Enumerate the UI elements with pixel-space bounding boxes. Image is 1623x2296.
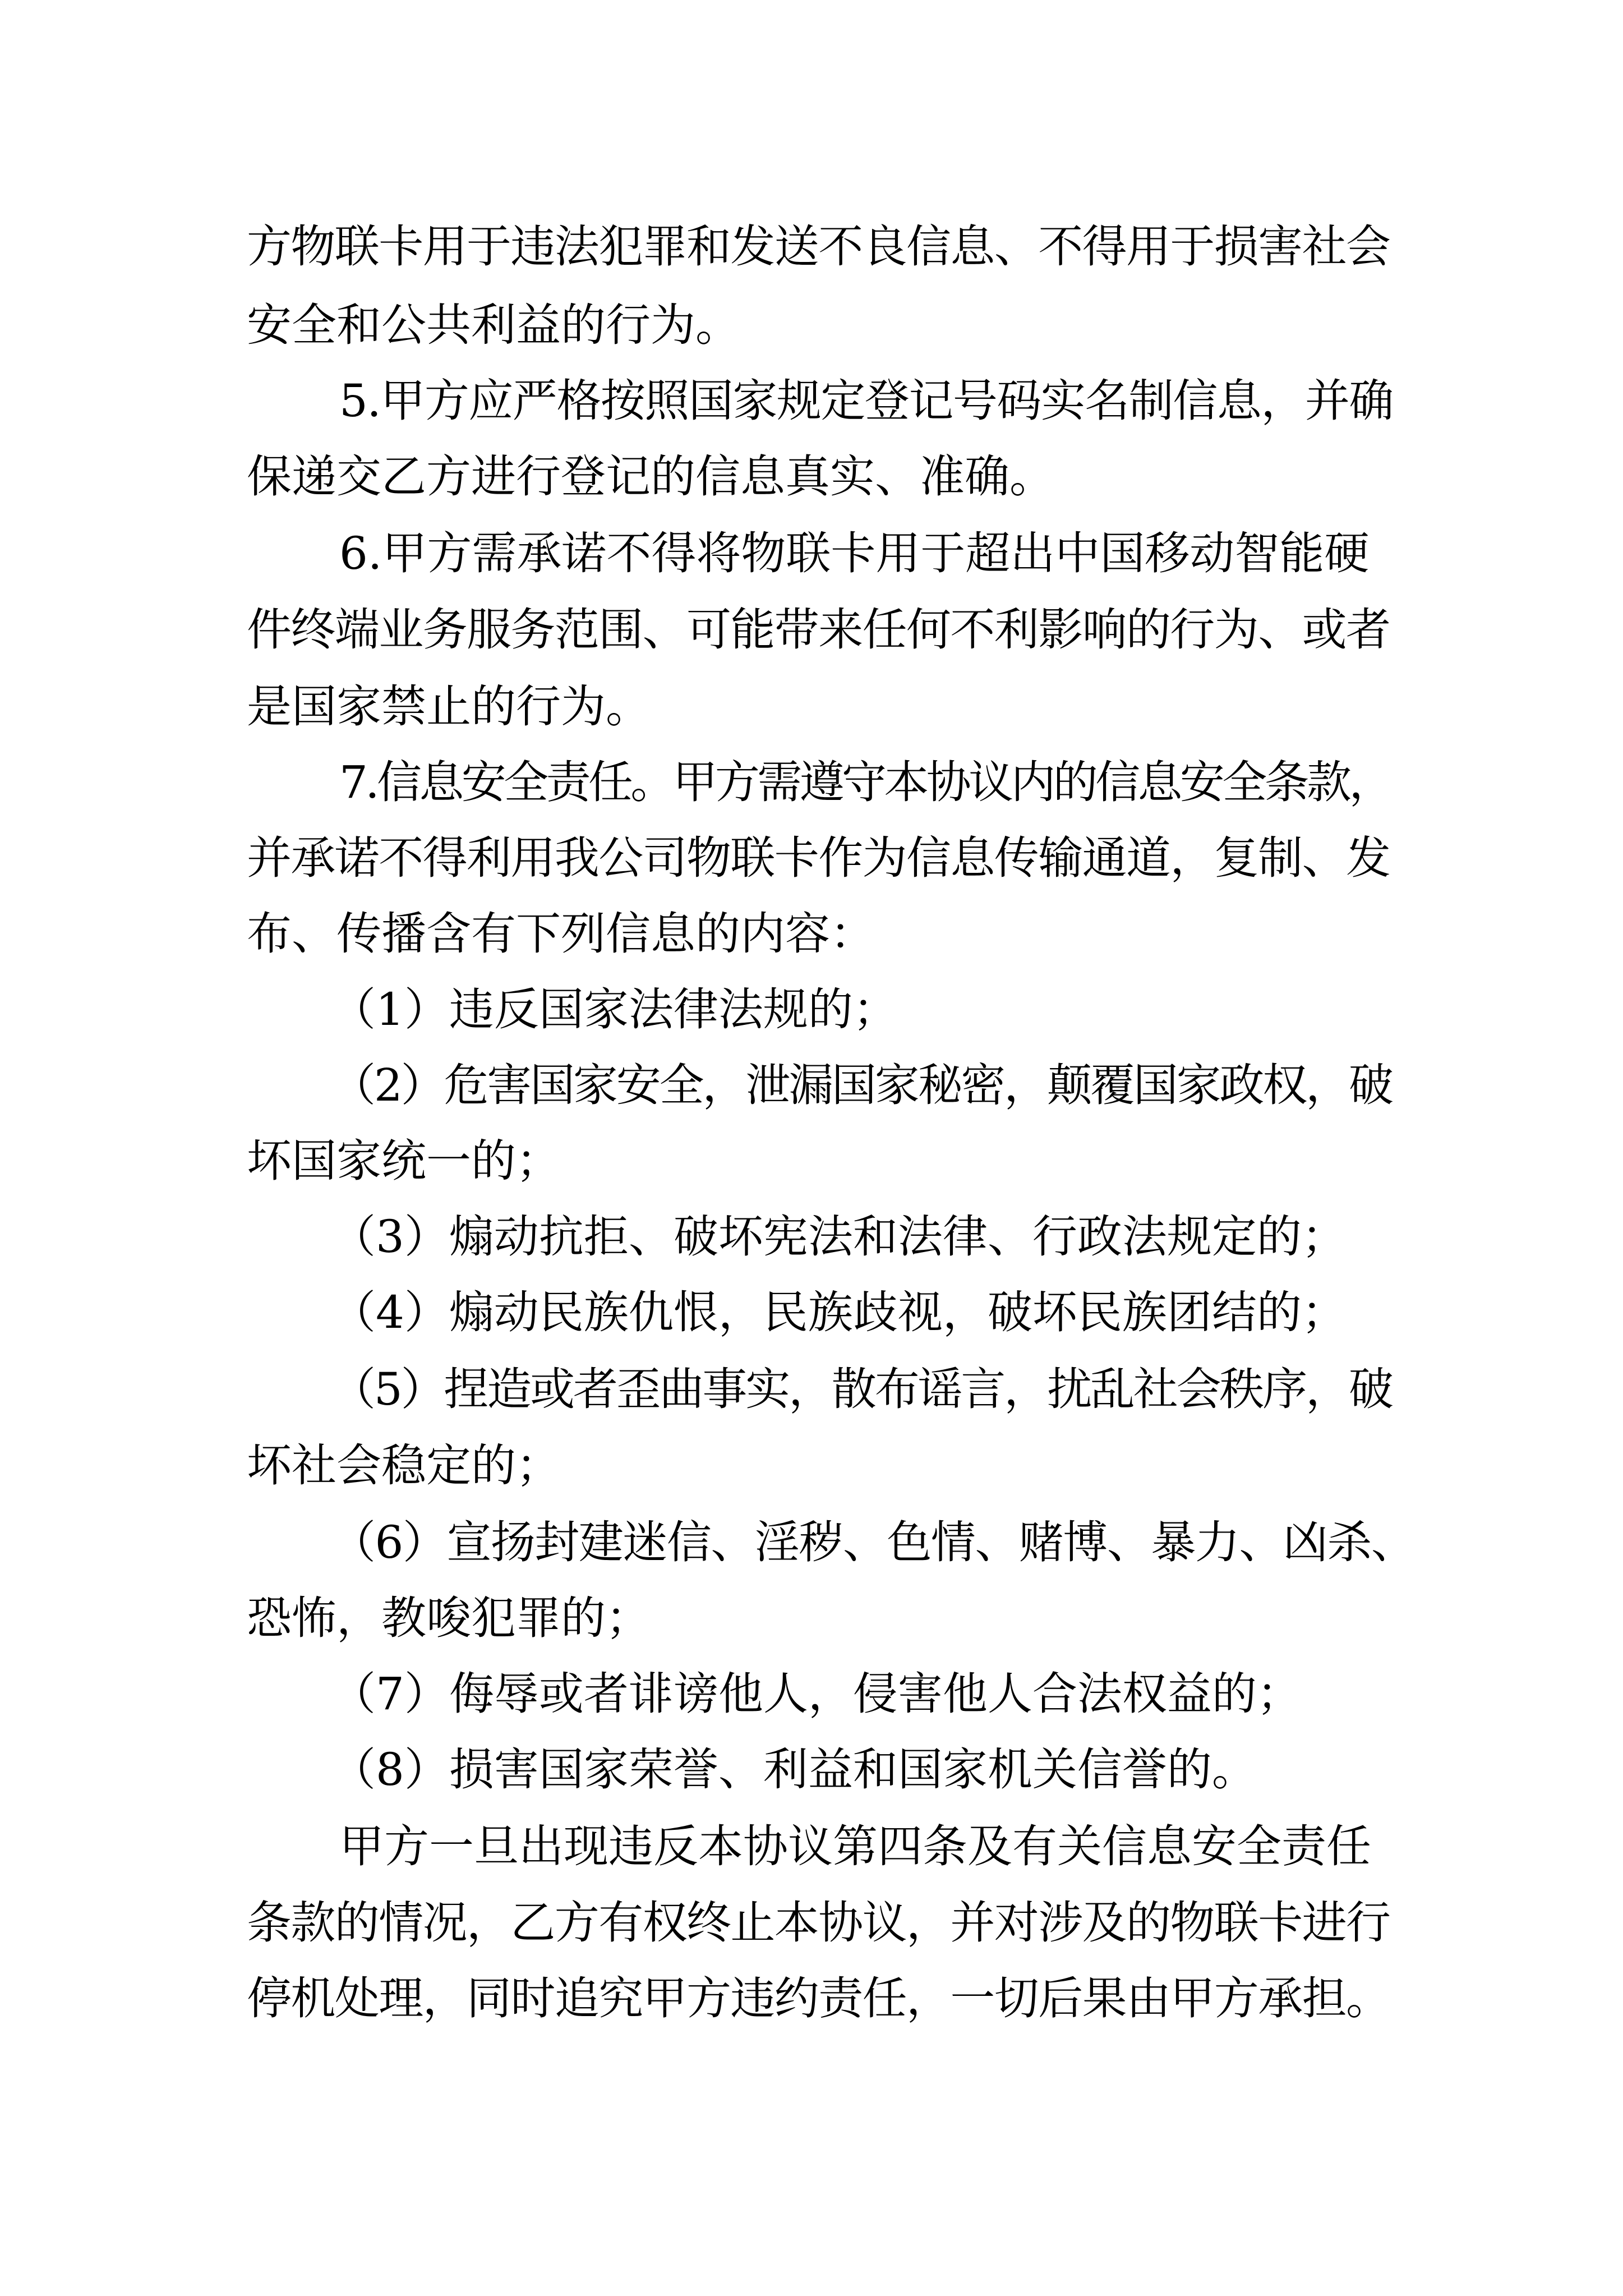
text-line: 5.甲方应严格按照国家规定登记号码实名制信息，并确 — [339, 375, 1393, 427]
text-line: （8）损害国家荣誉、利益和国家机关信誉的。 — [331, 1743, 1257, 1796]
text-line: 条款的情况，乙方有权终止本协议，并对涉及的物联卡进行 — [247, 1897, 1390, 1949]
text-line: 坏国家统一的； — [247, 1135, 561, 1187]
text-line: （3）煽动抗拒、破坏宪法和法律、行政法规定的； — [331, 1211, 1347, 1263]
text-line: 停机处理，同时追究甲方违约责任，一切后果由甲方承担。 — [247, 1972, 1390, 2024]
text-line: 安全和公共利益的行为。 — [247, 299, 740, 351]
text-line: 并承诺不得利用我公司物联卡作为信息传输通道，复制、发 — [247, 832, 1390, 884]
text-line: （6）宣扬封建迷信、淫秽、色情、赌博、暴力、凶杀、 — [331, 1516, 1415, 1568]
text-line: 6.甲方需承诺不得将物联卡用于超出中国移动智能硬 — [339, 527, 1370, 579]
text-line: 布、传播含有下列信息的内容： — [247, 908, 875, 960]
text-line: （7）侮辱或者诽谤他人，侵害他人合法权益的； — [331, 1668, 1302, 1720]
text-line: 保递交乙方进行登记的信息真实、准确。 — [247, 450, 1054, 503]
text-line: 恐怖，教唆犯罪的； — [247, 1592, 651, 1644]
text-line: 7.信息安全责任。甲方需遵守本协议内的信息安全条款， — [339, 756, 1391, 808]
text-line: （1）违反国家法律法规的； — [331, 983, 898, 1036]
text-line: （2）危害国家安全，泄漏国家秘密，颠覆国家政权，破 — [331, 1059, 1392, 1111]
text-line: 件终端业务服务范围、可能带来任何不利影响的行为、或者 — [247, 604, 1390, 656]
text-line: 坏社会稳定的； — [247, 1439, 561, 1492]
text-line: 甲方一旦出现违反本协议第四条及有关信息安全责任 — [339, 1820, 1371, 1872]
text-line: 是国家禁止的行为。 — [247, 680, 651, 733]
text-line: 方物联卡用于违法犯罪和发送不良信息、不得用于损害社会 — [247, 220, 1390, 273]
text-line: （4）煽动民族仇恨，民族歧视，破坏民族团结的； — [331, 1286, 1347, 1338]
text-line: （5）捏造或者歪曲事实，散布谣言，扰乱社会秩序，破 — [331, 1363, 1392, 1415]
